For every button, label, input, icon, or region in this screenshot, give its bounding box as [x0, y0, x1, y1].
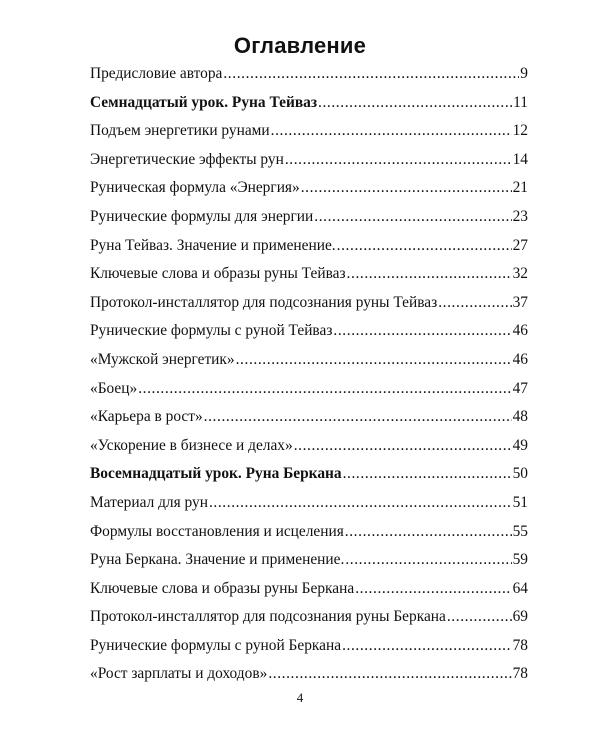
page-number: 4: [296, 690, 304, 705]
toc-leader-dots: [223, 60, 519, 89]
toc-entry-page: 78: [512, 636, 528, 654]
toc-leader-dots: [204, 403, 512, 432]
toc-entry-page: 46: [512, 350, 528, 368]
toc-leader-dots: [268, 660, 511, 689]
toc-entry: [90, 60, 528, 89]
toc-entry-page: 12: [512, 122, 528, 140]
toc-leader-dots: [236, 346, 512, 375]
toc-leader-dots: [355, 575, 511, 604]
toc-leader-dots: [347, 260, 512, 289]
toc-leader-dots: [438, 289, 511, 318]
toc-leader-dots: [271, 117, 512, 146]
toc-entry: [90, 232, 528, 261]
toc-entry: [90, 174, 528, 203]
toc-entry: [90, 146, 528, 175]
toc-leader-dots: [314, 203, 511, 232]
toc-leader-dots: [447, 603, 512, 632]
toc-entry-label: Восемнадцатый урок. Руна Беркана: [90, 465, 342, 483]
toc-leader-dots: [138, 375, 511, 404]
toc-entry: [90, 546, 528, 575]
toc-leader-dots: [285, 146, 512, 175]
toc-entry-label: Рунические формулы для энергии: [90, 207, 314, 225]
toc-entry-label: Ключевые слова и образы руны Беркана: [90, 579, 355, 597]
toc-leader-dots: [301, 174, 512, 203]
page-title: Оглавление: [233, 33, 367, 58]
toc-entry-label: Предисловие автора: [90, 65, 223, 82]
toc-entry-page: 32: [512, 265, 528, 283]
toc-leader-dots: [294, 432, 512, 461]
toc-entry-label: «Карьера в рост»: [90, 408, 203, 426]
toc-entry-label: Семнадцатый урок. Руна Тейваз: [90, 93, 318, 111]
toc-entry-page: 59: [512, 551, 528, 569]
toc-entry: [90, 489, 528, 518]
toc-leader-dots: [337, 232, 512, 261]
toc-entry-label: Рунические формулы с руной Тейваз: [90, 322, 333, 340]
toc-entry-page: 23: [512, 207, 528, 225]
toc-entry: [90, 117, 528, 146]
toc-entry-label: Руна Тейваз. Значение и применение.: [90, 236, 336, 254]
table-of-contents: [90, 60, 528, 689]
toc-entry-page: 14: [512, 150, 528, 168]
toc-entry: [90, 432, 528, 461]
toc-entry-page: 64: [512, 579, 528, 597]
toc-entry-label: Руническая формула «Энергия»: [90, 179, 300, 197]
toc-entry-label: «Рост зарплаты и доходов»: [90, 665, 268, 683]
toc-entry-label: Подъем энергетики рунами: [90, 122, 270, 140]
toc-entry: [90, 203, 528, 232]
toc-entry-label: Протокол-инсталлятор для подсознания руны Беркана: [90, 608, 446, 626]
toc-entry-page: 9: [520, 65, 528, 82]
toc-entry-page: 49: [512, 436, 528, 454]
toc-leader-dots: [345, 518, 512, 547]
toc-entry-label: Ключевые слова и образы руны Тейваз: [90, 265, 346, 283]
toc-entry: [90, 632, 528, 661]
toc-entry: [90, 346, 528, 375]
toc-entry-label: Протокол-инсталлятор для подсознания руны Тейваз: [90, 293, 438, 311]
toc-entry: [90, 575, 528, 604]
toc-entry: [90, 518, 528, 547]
toc-entry-page: 69: [512, 608, 528, 626]
toc-entry-label: Руна Беркана. Значение и применение.: [90, 551, 345, 569]
toc-leader-dots: [345, 546, 511, 575]
toc-entry-page: 21: [512, 179, 528, 197]
toc-entry: [90, 403, 528, 432]
toc-entry: [90, 289, 528, 318]
toc-entry-page: 50: [512, 465, 528, 483]
toc-entry-label: Формулы восстановления и исцеления: [90, 522, 344, 540]
toc-leader-dots: [342, 632, 512, 661]
toc-entry-label: Материал для рун: [90, 493, 208, 511]
toc-entry: [90, 603, 528, 632]
toc-entry: [90, 660, 528, 689]
toc-entry-page: 55: [512, 522, 528, 540]
toc-entry-page: 51: [512, 493, 528, 511]
toc-leader-dots: [318, 89, 512, 118]
toc-entry-page: 46: [512, 322, 528, 340]
toc-leader-dots: [209, 489, 512, 518]
toc-leader-dots: [343, 460, 512, 489]
toc-entry-page: 11: [513, 93, 528, 111]
toc-entry: [90, 317, 528, 346]
toc-leader-dots: [333, 317, 511, 346]
toc-entry-label: «Боец»: [90, 379, 138, 397]
toc-entry-label: «Ускорение в бизнесе и делах»: [90, 436, 293, 454]
toc-entry: [90, 460, 528, 489]
toc-entry: [90, 260, 528, 289]
toc-entry-page: 37: [512, 293, 528, 311]
toc-entry-page: 47: [512, 379, 528, 397]
toc-entry-label: Энергетические эффекты рун: [90, 150, 284, 168]
toc-entry: [90, 375, 528, 404]
toc-entry-label: Рунические формулы с руной Беркана: [90, 636, 342, 654]
toc-entry-page: 27: [512, 236, 528, 254]
toc-entry-page: 48: [512, 408, 528, 426]
toc-entry-label: «Мужской энергетик»: [90, 350, 235, 368]
toc-entry: [90, 89, 528, 118]
toc-entry-page: 78: [512, 665, 528, 683]
